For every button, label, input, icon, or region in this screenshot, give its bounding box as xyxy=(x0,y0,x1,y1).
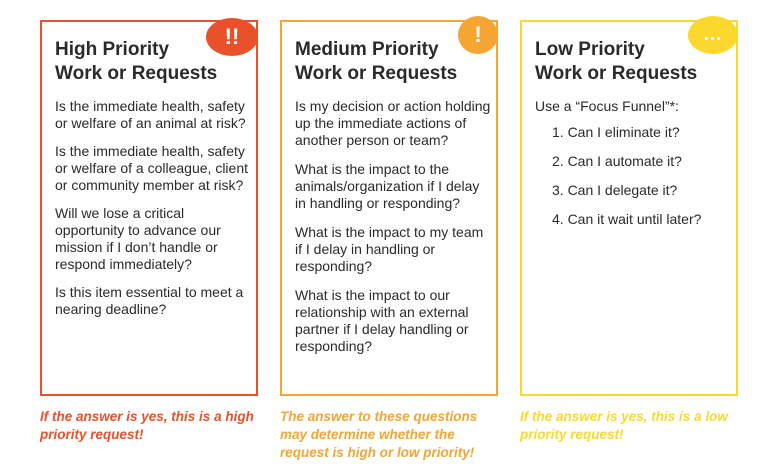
medium-priority-footnote: The answer to these questions may determine whether the request is high or low priority! xyxy=(280,409,478,460)
medium-priority-questions xyxy=(295,98,491,367)
low-priority-title xyxy=(535,38,697,86)
double-exclamation-badge: !! xyxy=(206,18,258,56)
high-priority-questions xyxy=(55,98,251,329)
funnel-item: 2. Can I automate it? xyxy=(552,153,682,169)
low-priority-card xyxy=(520,20,738,396)
title-line-1: High Priority xyxy=(55,39,170,60)
title-line-1: Low Priority xyxy=(535,39,645,60)
low-priority-footnote: If the answer is yes, this is a low priority request! xyxy=(520,409,728,442)
question-item: What is the impact to the animals/organization if I delay in handling or responding? xyxy=(295,161,480,211)
title-line-2: Work or Requests xyxy=(535,63,698,84)
question-item: Is the immediate health, safety or welfare of an animal at risk? xyxy=(55,98,246,131)
exclamation-badge: ! xyxy=(458,16,498,54)
funnel-item: 3. Can I delegate it? xyxy=(552,182,678,198)
high-priority-card xyxy=(40,20,258,396)
high-priority-footnote: If the answer is yes, this is a high priority request! xyxy=(40,409,254,442)
question-item: Is my decision or action holding up the immediate actions of another person or team? xyxy=(295,98,491,148)
question-item: Will we lose a critical opportunity to advance our mission if I don’t handle or respond immediately? xyxy=(55,205,221,272)
focus-funnel-list xyxy=(552,124,701,240)
focus-funnel-intro: Use a “Focus Funnel”*: xyxy=(535,98,679,114)
question-item: Is the immediate health, safety or welfare of a colleague, client or community member at risk? xyxy=(55,143,248,193)
question-item: Is this item essential to meet a nearing deadline? xyxy=(55,284,244,317)
funnel-item: 1. Can I eliminate it? xyxy=(552,124,680,140)
title-line-2: Work or Requests xyxy=(295,63,458,84)
medium-priority-title xyxy=(295,38,457,86)
ellipsis-badge: ... xyxy=(688,16,738,54)
question-item: What is the impact to my team if I delay in handling or responding? xyxy=(295,224,484,274)
question-item: What is the impact to our relationship with an external partner if I delay handling or responding? xyxy=(295,287,469,354)
title-line-1: Medium Priority xyxy=(295,39,439,60)
high-priority-title xyxy=(55,38,217,86)
medium-priority-card xyxy=(280,20,498,396)
title-line-2: Work or Requests xyxy=(55,63,218,84)
funnel-item: 4. Can it wait until later? xyxy=(552,211,702,227)
